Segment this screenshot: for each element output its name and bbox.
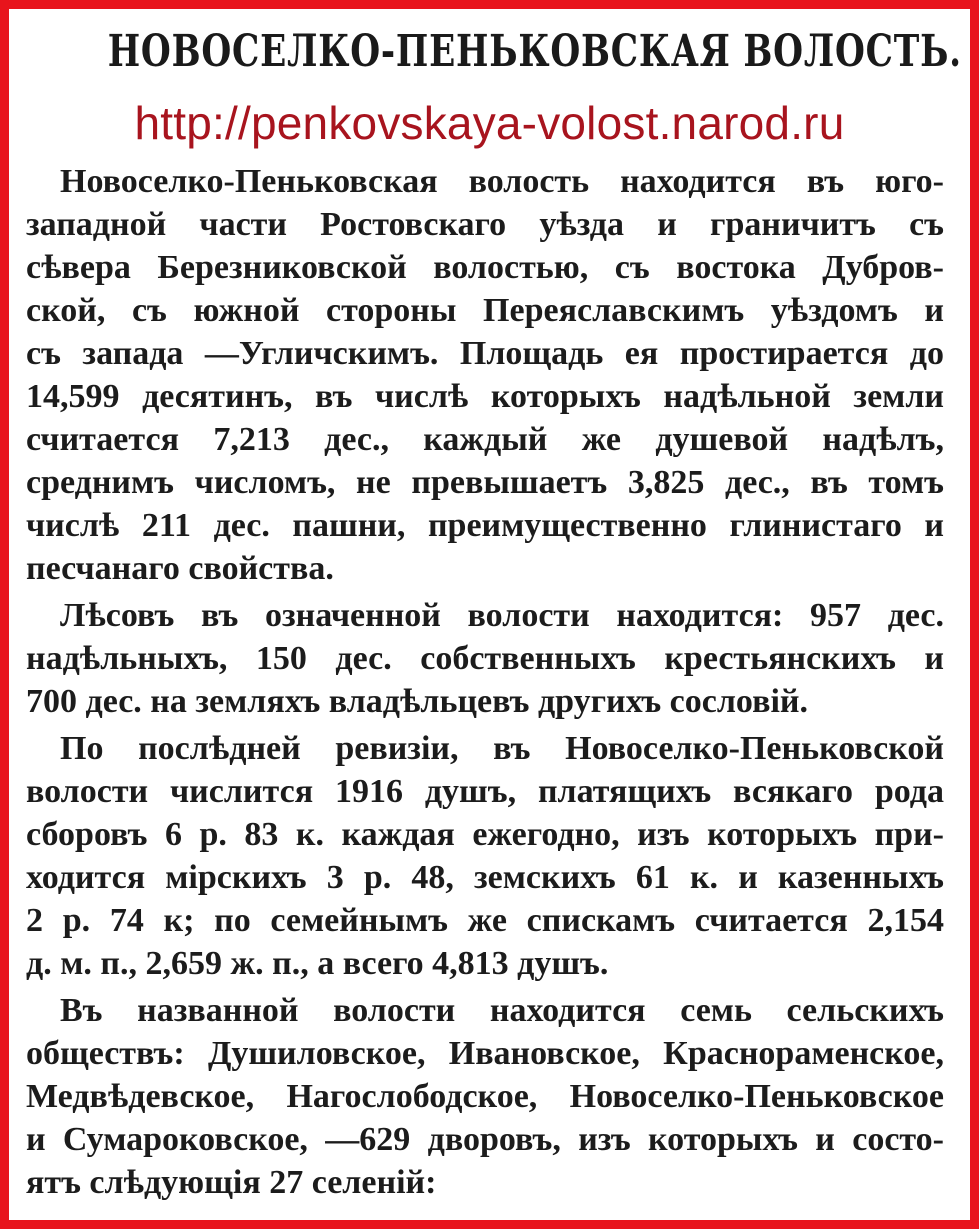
page-title: НОВОСЕЛКО-ПЕНЬКОВСКАЯ ВОЛОСТЬ. [107, 26, 962, 77]
document-body [26, 160, 944, 1204]
text-line: ходится мірскихъ 3 р. 48, земскихъ 61 к. и казенныхъ [26, 859, 944, 896]
text-line: 700 дес. на земляхъ владѣльцевъ другихъ сословій. [26, 683, 808, 720]
text-line: надѣльныхъ, 150 дес. собственныхъ крестьянскихъ и [26, 640, 944, 677]
text-line: съ запада —Угличскимъ. Площадь ея простирается до [26, 335, 944, 372]
text-line: ятъ слѣдующія 27 селеній: [26, 1164, 437, 1201]
text-line: сборовъ 6 р. 83 к. каждая ежегодно, изъ которыхъ при- [26, 816, 944, 853]
text-line: обществъ: Душиловское, Ивановское, Краснораменское, [26, 1035, 944, 1072]
text-line: среднимъ числомъ, не превышаетъ 3,825 дес., въ томъ [26, 464, 944, 501]
text-line: западной части Ростовскаго уѣзда и граничитъ съ [26, 206, 944, 243]
text-line: 14,599 десятинъ, въ числѣ которыхъ надѣльной земли [26, 378, 944, 415]
text-line: 2 р. 74 к; по семейнымъ же спискамъ считается 2,154 [26, 902, 944, 939]
text-line: ской, съ южной стороны Переяславскимъ уѣздомъ и [26, 292, 944, 329]
text-line: Въ названной волости находится семь сельскихъ [60, 992, 944, 1029]
text-line: и Сумароковское, —629 дворовъ, изъ которыхъ и состо- [26, 1121, 944, 1158]
text-line: Медвѣдевское, Нагослободское, Новоселко-Пеньковское [26, 1078, 944, 1115]
text-line: По послѣдней ревизіи, въ Новоселко-Пеньковской [60, 730, 944, 767]
text-line: сѣвера Березниковской волостью, съ востока Дубров- [26, 249, 944, 286]
text-line: Лѣсовъ въ означенной волости находится: 957 дес. [60, 597, 944, 634]
text-line: песчанаго свойства. [26, 550, 334, 587]
text-line: волости числится 1916 душъ, платящихъ всякаго рода [26, 773, 944, 810]
text-line: считается 7,213 дес., каждый же душевой надѣлъ, [26, 421, 944, 458]
text-line: Новоселко-Пеньковская волость находится въ юго- [60, 163, 944, 200]
text-line: д. м. п., 2,659 ж. п., а всего 4,813 душъ. [26, 945, 609, 982]
site-url-watermark: http://penkovskaya-volost.narod.ru [134, 97, 845, 149]
text-line: числѣ 211 дес. пашни, преимущественно глинистаго и [26, 507, 944, 544]
